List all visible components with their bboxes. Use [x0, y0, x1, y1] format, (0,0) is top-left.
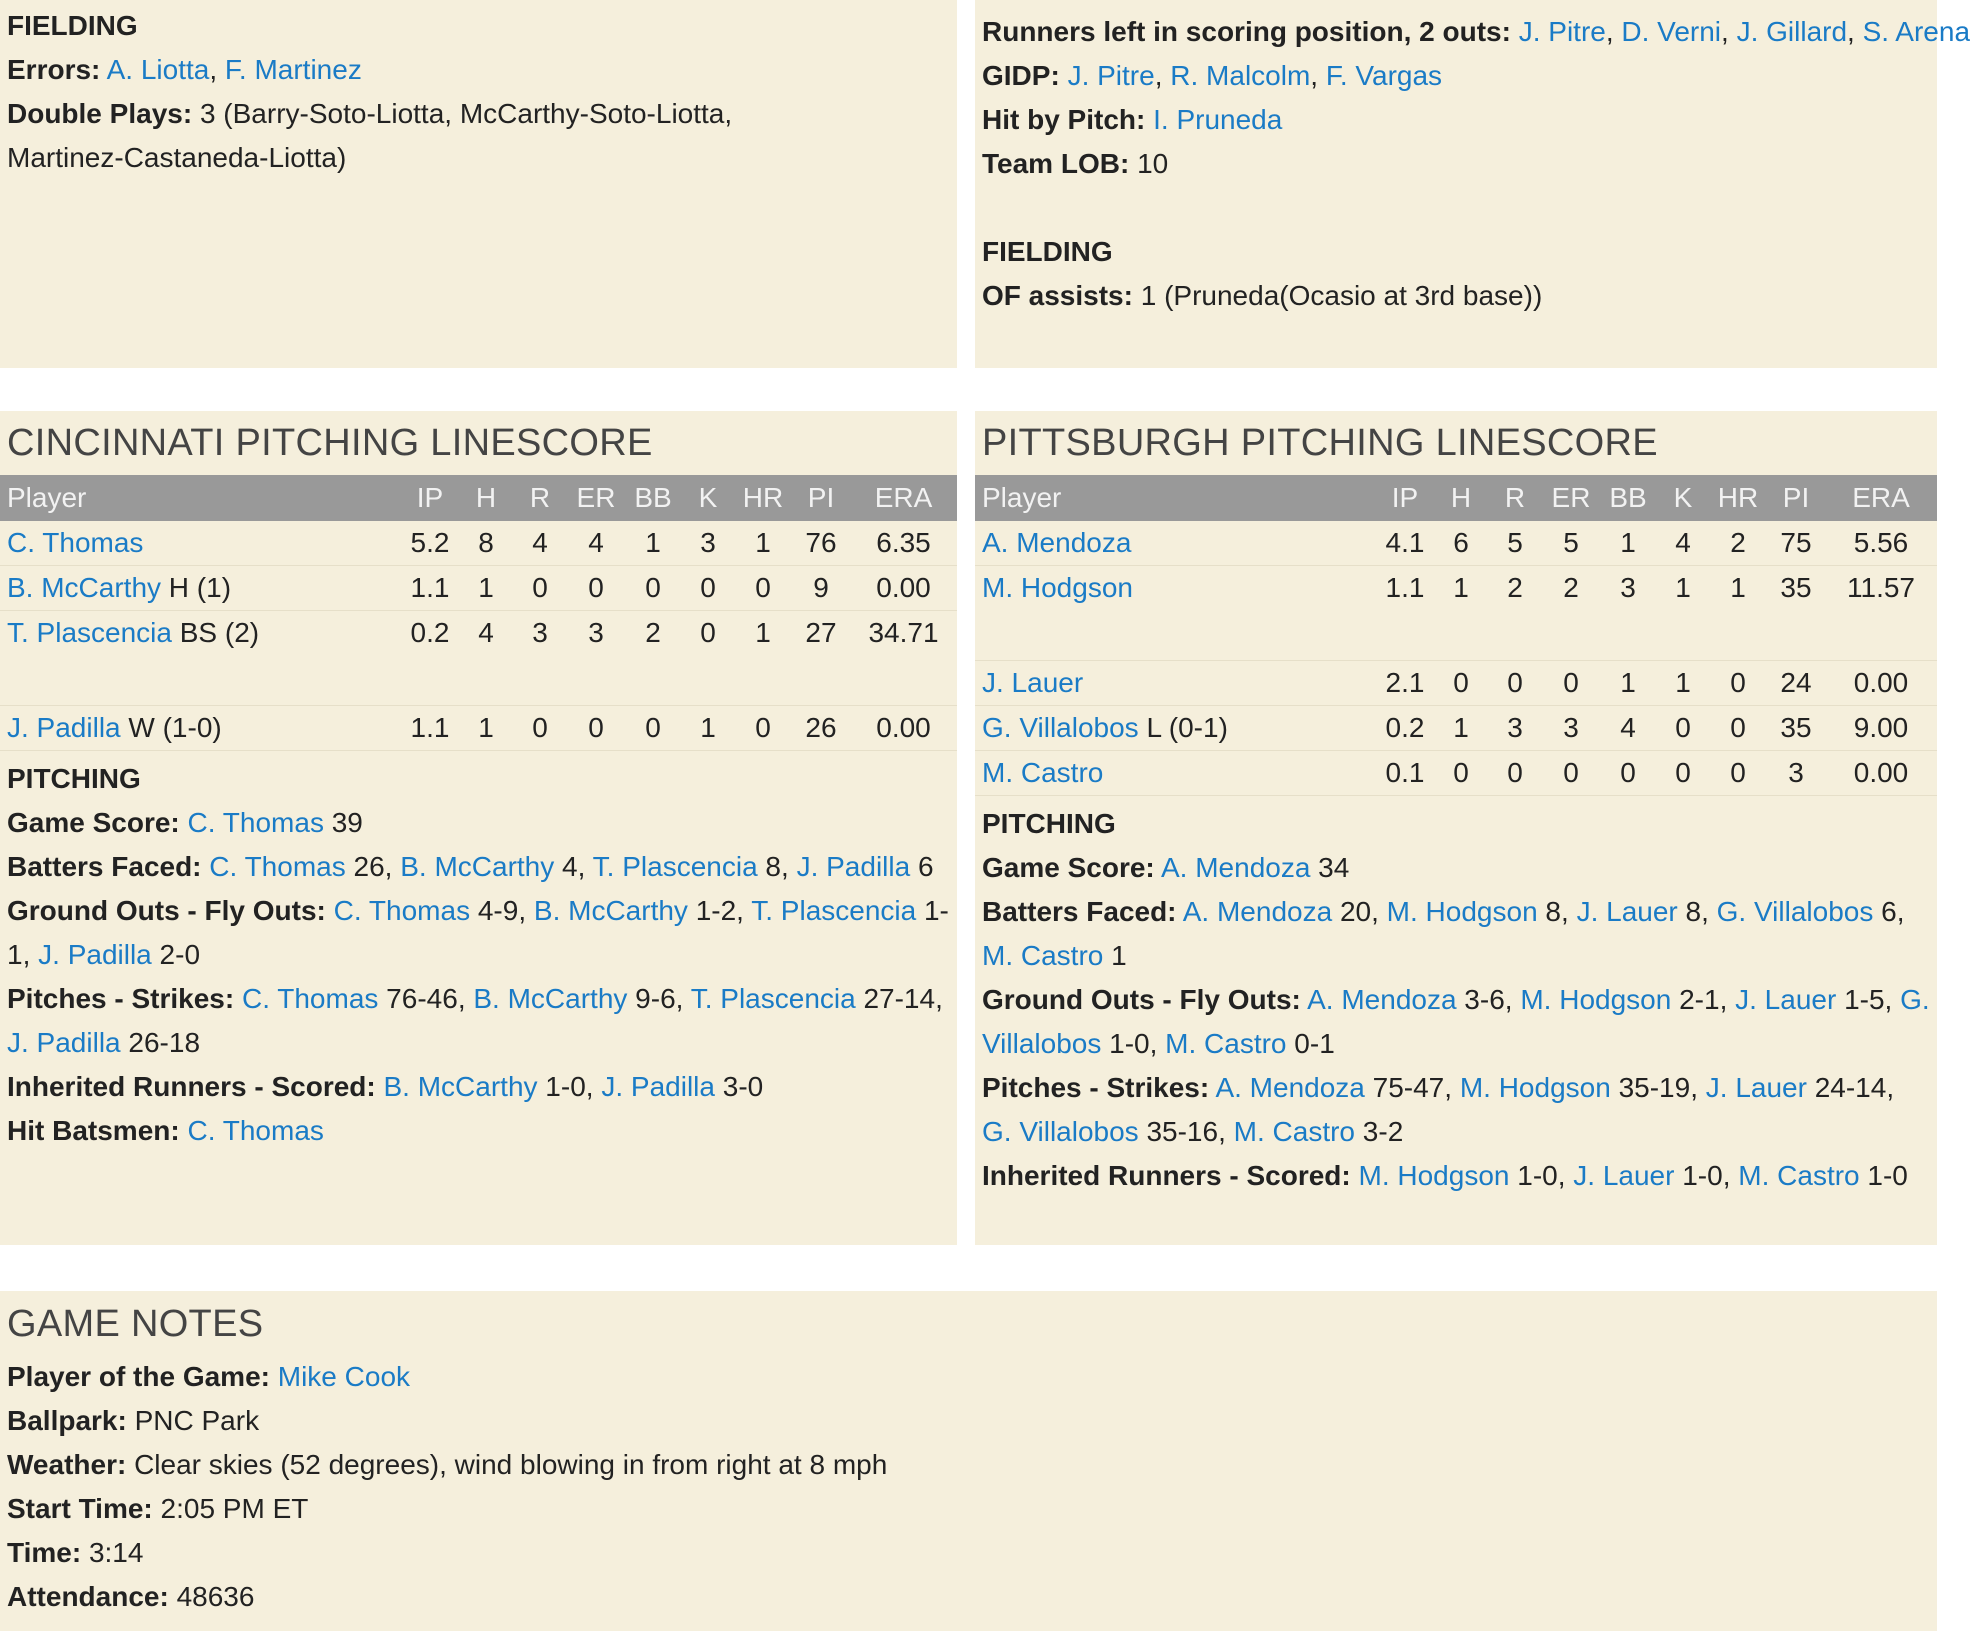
- player-link[interactable]: J. Padilla: [7, 712, 121, 743]
- stat-cell: 26: [792, 706, 850, 751]
- stat-cell: 0: [1487, 751, 1543, 796]
- stat-cell: 8: [460, 521, 512, 566]
- stat-value: 4-9: [470, 895, 519, 926]
- stat-cell: 2: [1543, 566, 1599, 661]
- player-link[interactable]: G. Villalobos: [982, 1116, 1139, 1147]
- decision-note: L (0-1): [1138, 712, 1228, 743]
- gidp-line: GIDP: J. Pitre, R. Malcolm, F. Vargas: [982, 60, 1443, 91]
- stat-cell: 1: [734, 611, 792, 706]
- player-link[interactable]: T. Plascencia: [751, 895, 917, 926]
- stat-cell: 0: [1599, 751, 1657, 796]
- inherited-runners-line: Inherited Runners - Scored: M. Hodgson 1-0, J. Lauer 1-0, M. Castro 1-0: [982, 1160, 1908, 1191]
- player-link[interactable]: M. Castro: [1165, 1028, 1287, 1059]
- col-header[interactable]: HR: [1709, 475, 1767, 521]
- stat-cell: 35: [1767, 706, 1825, 751]
- player-link[interactable]: M. Castro: [1738, 1160, 1860, 1191]
- player-link[interactable]: A. Mendoza: [1215, 1072, 1365, 1103]
- pit-pitching-heading: PITCHING: [982, 808, 1116, 839]
- stat-cell: 0: [1435, 751, 1487, 796]
- player-link[interactable]: C. Thomas: [187, 807, 324, 838]
- stat-value: 8: [1537, 896, 1561, 927]
- ballpark-value: PNC Park: [126, 1405, 260, 1436]
- table-row: [0, 611, 957, 706]
- player-link[interactable]: M. Hodgson: [982, 572, 1133, 603]
- rlsp-label: Runners left in scoring position, 2 outs:: [982, 16, 1511, 47]
- of-assists-value: 1 (Pruneda(Ocasio at 3rd base)): [1140, 280, 1543, 311]
- stat-cell: 75: [1767, 521, 1825, 566]
- stat-cell: 0.2: [400, 611, 460, 706]
- player-cell: [975, 566, 1375, 661]
- stat-value: 1: [1103, 940, 1127, 971]
- stat-cell: 3: [1543, 706, 1599, 751]
- col-header[interactable]: K: [682, 475, 734, 521]
- table-header-row: [0, 475, 957, 521]
- attendance-label: Attendance:: [7, 1581, 169, 1612]
- double-plays-label: Double Plays:: [7, 98, 193, 129]
- ground-fly-label: Ground Outs - Fly Outs:: [982, 984, 1301, 1015]
- player-link[interactable]: J. Gillard: [1736, 16, 1848, 47]
- player-link[interactable]: J. Lauer: [982, 667, 1084, 698]
- player-link[interactable]: J. Lauer: [1573, 1160, 1675, 1191]
- stat-cell: 5.56: [1825, 521, 1937, 566]
- player-of-game-label: Player of the Game:: [7, 1361, 270, 1392]
- stat-cell: 0.2: [1375, 706, 1435, 751]
- inherited-runners-label: Inherited Runners - Scored:: [7, 1071, 376, 1102]
- stat-cell: 4: [568, 521, 624, 566]
- pit-pitching-table: [975, 475, 1937, 796]
- stat-value: 8: [757, 851, 781, 882]
- stat-cell: 0: [568, 566, 624, 611]
- cin-double-plays-line: [0, 92, 957, 136]
- player-link[interactable]: I. Pruneda: [1153, 104, 1283, 135]
- player-link[interactable]: R. Malcolm: [1170, 60, 1311, 91]
- stat-cell: 4: [512, 521, 568, 566]
- table-row: [0, 566, 957, 611]
- stat-cell: 6: [1435, 521, 1487, 566]
- stat-value: 1-0: [1674, 1160, 1723, 1191]
- player-link[interactable]: C. Thomas: [333, 895, 471, 926]
- player-of-game-line: [0, 1355, 1937, 1399]
- stat-cell: 1: [1599, 661, 1657, 706]
- player-cell: [975, 521, 1375, 566]
- col-header[interactable]: R: [1487, 475, 1543, 521]
- stat-cell: 2.1: [1375, 661, 1435, 706]
- pit-pitching-panel: [975, 411, 1937, 1245]
- stat-cell: 2: [624, 611, 682, 706]
- stat-cell: 1: [1599, 521, 1657, 566]
- stat-value: 4: [554, 851, 578, 882]
- stat-value: 1-0: [1101, 1028, 1150, 1059]
- start-time-value: 2:05 PM ET: [152, 1493, 309, 1524]
- stat-cell: 0: [1709, 706, 1767, 751]
- attendance-line: [0, 1575, 1937, 1619]
- player-link[interactable]: J. Pitre: [1067, 60, 1155, 91]
- decision-note: BS (2): [171, 617, 260, 648]
- stat-value: 76-46: [378, 983, 458, 1014]
- stat-cell: 5.2: [400, 521, 460, 566]
- player-cell: [0, 521, 400, 566]
- col-header[interactable]: ER: [1543, 475, 1599, 521]
- stat-value: 26-18: [120, 1027, 201, 1058]
- game-score-label: Game Score:: [982, 852, 1155, 883]
- weather-label: Weather:: [7, 1449, 127, 1480]
- game-score-value: 34: [1310, 852, 1350, 883]
- stat-value: 3-6: [1456, 984, 1505, 1015]
- player-link[interactable]: F. Martinez: [224, 54, 362, 85]
- stat-cell: 0: [1435, 661, 1487, 706]
- player-link[interactable]: M. Hodgson: [1520, 984, 1672, 1015]
- player-link[interactable]: B. McCarthy: [533, 895, 688, 926]
- attendance-value: 48636: [168, 1581, 255, 1612]
- stat-cell: 1.1: [400, 566, 460, 611]
- ground-fly-label: Ground Outs - Fly Outs:: [7, 895, 326, 926]
- stat-cell: 3: [1599, 566, 1657, 661]
- lob-value: 10: [1137, 148, 1169, 179]
- cin-pitching-title: CINCINNATI PITCHING LINESCORE: [7, 422, 653, 464]
- stat-cell: 0: [1543, 751, 1599, 796]
- start-time-label: Start Time:: [7, 1493, 153, 1524]
- pit-fielding-heading: FIELDING: [982, 236, 1113, 267]
- player-link[interactable]: B. McCarthy: [383, 1071, 538, 1102]
- player-link[interactable]: T. Plascencia: [592, 851, 758, 882]
- stat-value: 0-1: [1286, 1028, 1335, 1059]
- stat-value: 1-5: [1836, 984, 1885, 1015]
- player-link[interactable]: C. Thomas: [241, 983, 379, 1014]
- cin-double-plays-line-2: [0, 136, 957, 180]
- stat-cell: 3: [1487, 706, 1543, 751]
- col-header[interactable]: IP: [400, 475, 460, 521]
- ballpark-label: Ballpark:: [7, 1405, 127, 1436]
- stat-cell: 0: [512, 706, 568, 751]
- player-link[interactable]: A. Mendoza: [982, 527, 1132, 558]
- cin-pitching-heading: PITCHING: [7, 763, 141, 794]
- game-time-value: 3:14: [81, 1537, 144, 1568]
- stat-value: 20: [1332, 896, 1372, 927]
- decision-note: W (1-0): [120, 712, 222, 743]
- player-link[interactable]: A. Liotta: [106, 54, 210, 85]
- col-header[interactable]: Player: [0, 475, 400, 521]
- stat-cell: 1: [624, 521, 682, 566]
- col-header[interactable]: IP: [1375, 475, 1435, 521]
- cin-errors-line: Errors: A. Liotta, F. Martinez: [7, 54, 362, 85]
- stat-cell: 0: [624, 706, 682, 751]
- cin-pitching-panel: [0, 411, 957, 1245]
- stat-value: 1-2: [687, 895, 737, 926]
- player-link[interactable]: B. McCarthy: [473, 983, 628, 1014]
- stat-cell: 3: [682, 521, 734, 566]
- game-score-line: [0, 801, 957, 845]
- cin-fielding-panel: [0, 0, 957, 368]
- inherited-runners-line: Inherited Runners - Scored: B. McCarthy 1-0, J. Padilla 3-0: [7, 1071, 764, 1102]
- gidp-label: GIDP:: [982, 60, 1060, 91]
- player-link[interactable]: T. Plascencia: [690, 983, 856, 1014]
- ballpark-line: [0, 1399, 1937, 1443]
- stat-value: 1-1: [7, 895, 949, 970]
- player-link[interactable]: Mike Cook: [277, 1361, 411, 1392]
- stat-value: 1-0: [1509, 1160, 1558, 1191]
- of-assists-line: [975, 274, 1937, 318]
- stat-cell: 5: [1543, 521, 1599, 566]
- col-header[interactable]: ERA: [1825, 475, 1937, 521]
- col-header[interactable]: ERA: [850, 475, 957, 521]
- stat-value: 1-0: [537, 1071, 586, 1102]
- stat-cell: 9: [792, 566, 850, 611]
- col-header[interactable]: Player: [975, 475, 1375, 521]
- stat-value: 75-47: [1364, 1072, 1445, 1103]
- stat-cell: 11.57: [1825, 566, 1937, 661]
- ground-fly-line: Ground Outs - Fly Outs: C. Thomas 4-9, B. McCarthy 1-2, T. Plascencia 1-1, J. Padilla 2-0: [7, 895, 949, 970]
- batters-faced-label: Batters Faced:: [7, 851, 202, 882]
- player-cell: [0, 566, 400, 611]
- stat-cell: 0.00: [1825, 661, 1937, 706]
- stat-cell: 0.00: [850, 706, 957, 751]
- table-row: [975, 566, 1937, 661]
- player-link[interactable]: M. Castro: [982, 940, 1104, 971]
- player-cell: [975, 706, 1375, 751]
- player-link[interactable]: M. Hodgson: [1459, 1072, 1611, 1103]
- game-score-line: [975, 846, 1937, 890]
- pit-batting-notes-panel: [975, 0, 1970, 368]
- batters-faced-label: Batters Faced:: [982, 896, 1177, 927]
- stat-cell: 0: [1709, 661, 1767, 706]
- stat-cell: 1: [1657, 566, 1709, 661]
- stat-cell: 27: [792, 611, 850, 706]
- stat-cell: 3: [512, 611, 568, 706]
- game-score-label: Game Score:: [7, 807, 180, 838]
- player-link[interactable]: J. Lauer: [1735, 984, 1837, 1015]
- col-header[interactable]: BB: [624, 475, 682, 521]
- decision-note: H (1): [161, 572, 232, 603]
- player-cell: [0, 611, 400, 706]
- col-header[interactable]: H: [1435, 475, 1487, 521]
- stat-cell: 1: [460, 706, 512, 751]
- stat-cell: 3: [568, 611, 624, 706]
- game-time-line: [0, 1531, 1937, 1575]
- player-cell: [0, 706, 400, 751]
- start-time-line: [0, 1487, 1937, 1531]
- hit-batsmen-label: Hit Batsmen:: [7, 1115, 180, 1146]
- stat-cell: 9.00: [1825, 706, 1937, 751]
- stat-cell: 1: [734, 521, 792, 566]
- player-link[interactable]: A. Mendoza: [1307, 984, 1457, 1015]
- game-score-value: 39: [323, 807, 363, 838]
- player-link[interactable]: B. McCarthy: [7, 572, 162, 603]
- stat-cell: 1.1: [400, 706, 460, 751]
- player-link[interactable]: T. Plascencia: [7, 617, 172, 648]
- col-header[interactable]: H: [460, 475, 512, 521]
- player-link[interactable]: G. Villalobos: [982, 984, 1930, 1059]
- col-header[interactable]: R: [512, 475, 568, 521]
- game-time-label: Time:: [7, 1537, 82, 1568]
- inherited-runners-label: Inherited Runners - Scored:: [982, 1160, 1351, 1191]
- stat-cell: 1.1: [1375, 566, 1435, 661]
- stat-cell: 1: [1435, 706, 1487, 751]
- stat-cell: 35: [1767, 566, 1825, 661]
- player-link[interactable]: A. Mendoza: [1160, 852, 1311, 883]
- player-link[interactable]: S. Arena: [1862, 16, 1970, 47]
- stat-cell: 0: [1657, 751, 1709, 796]
- stat-cell: 0.1: [1375, 751, 1435, 796]
- lob-line: [975, 142, 1937, 186]
- table-header-row: [975, 475, 1937, 521]
- weather-value: Clear skies (52 degrees), wind blowing in from right at 8 mph: [126, 1449, 888, 1480]
- pitches-strikes-label: Pitches - Strikes:: [982, 1072, 1210, 1103]
- stat-value: 3-0: [714, 1071, 764, 1102]
- col-header[interactable]: HR: [734, 475, 792, 521]
- stat-cell: 4: [1599, 706, 1657, 751]
- table-row: [975, 661, 1937, 706]
- pitches-strikes-line: Pitches - Strikes: C. Thomas 76-46, B. McCarthy 9-6, T. Plascencia 27-14, J. Padilla 26-18: [7, 983, 943, 1058]
- stat-value: 8: [1677, 896, 1702, 927]
- player-link[interactable]: C. Thomas: [187, 1115, 324, 1146]
- player-link[interactable]: A. Mendoza: [1182, 896, 1333, 927]
- player-link[interactable]: J. Lauer: [1705, 1072, 1807, 1103]
- stat-cell: 0.00: [1825, 751, 1937, 796]
- table-row: [0, 706, 957, 751]
- stat-cell: 0: [1487, 661, 1543, 706]
- stat-cell: 24: [1767, 661, 1825, 706]
- stat-value: 9-6: [627, 983, 676, 1014]
- stat-value: 27-14: [855, 983, 936, 1014]
- batters-faced-line: Batters Faced: A. Mendoza 20, M. Hodgson 8, J. Lauer 8, G. Villalobos 6, M. Castro 1: [982, 896, 1905, 971]
- player-link[interactable]: J. Pitre: [1518, 16, 1606, 47]
- stat-cell: 0: [682, 566, 734, 611]
- errors-label: Errors:: [7, 54, 101, 85]
- stat-value: 2-1: [1671, 984, 1720, 1015]
- stat-cell: 1: [682, 706, 734, 751]
- stat-cell: 6.35: [850, 521, 957, 566]
- game-notes-title: GAME NOTES: [7, 1303, 264, 1345]
- stat-cell: 76: [792, 521, 850, 566]
- table-row: [975, 706, 1937, 751]
- stat-cell: 3: [1767, 751, 1825, 796]
- player-link[interactable]: G. Villalobos: [982, 712, 1139, 743]
- stat-value: 2-0: [151, 939, 201, 970]
- player-link[interactable]: J. Padilla: [601, 1071, 715, 1102]
- player-cell: [975, 661, 1375, 706]
- of-assists-label: OF assists:: [982, 280, 1133, 311]
- stat-cell: 4.1: [1375, 521, 1435, 566]
- rlsp-line: Runners left in scoring position, 2 outs: J. Pitre, D. Verni, J. Gillard, S. Arena: [982, 16, 1970, 47]
- stat-cell: 2: [1709, 521, 1767, 566]
- col-header[interactable]: ER: [568, 475, 624, 521]
- stat-value: 3-2: [1355, 1116, 1404, 1147]
- stat-cell: 0: [1709, 751, 1767, 796]
- player-link[interactable]: J. Padilla: [38, 939, 152, 970]
- stat-value: 24-14: [1806, 1072, 1887, 1103]
- hit-batsmen-line: [0, 1109, 957, 1153]
- weather-line: [0, 1443, 1937, 1487]
- stat-cell: 1: [460, 566, 512, 611]
- player-link[interactable]: G. Villalobos: [1716, 896, 1874, 927]
- stat-cell: 0: [734, 706, 792, 751]
- lob-label: Team LOB:: [982, 148, 1130, 179]
- stat-cell: 1: [1709, 566, 1767, 661]
- stat-cell: 5: [1487, 521, 1543, 566]
- stat-cell: 0: [568, 706, 624, 751]
- col-header[interactable]: K: [1657, 475, 1709, 521]
- player-link[interactable]: B. McCarthy: [400, 851, 555, 882]
- pit-pitching-title: PITTSBURGH PITCHING LINESCORE: [982, 422, 1658, 464]
- stat-cell: 1: [1657, 661, 1709, 706]
- player-link[interactable]: D. Verni: [1621, 16, 1722, 47]
- player-link[interactable]: C. Thomas: [7, 527, 144, 558]
- stat-value: 35-16: [1138, 1116, 1219, 1147]
- stat-value: 35-19: [1610, 1072, 1691, 1103]
- cin-pitching-table: [0, 475, 957, 751]
- stat-value: 6: [1873, 896, 1897, 927]
- ground-fly-line: Ground Outs - Fly Outs: A. Mendoza 3-6, M. Hodgson 2-1, J. Lauer 1-5, G. Villalobos 1-0, M. Castro 0-1: [982, 984, 1930, 1059]
- hbp-label: Hit by Pitch:: [982, 104, 1146, 135]
- stat-cell: 0: [1543, 661, 1599, 706]
- stat-value: 1-0: [1859, 1160, 1908, 1191]
- stat-value: 26: [345, 851, 385, 882]
- table-row: [975, 521, 1937, 566]
- pitches-strikes-label: Pitches - Strikes:: [7, 983, 235, 1014]
- stat-cell: 0.00: [850, 566, 957, 611]
- stat-cell: 0: [1657, 706, 1709, 751]
- stat-cell: 0: [682, 611, 734, 706]
- player-cell: [975, 751, 1375, 796]
- col-header[interactable]: PI: [1767, 475, 1825, 521]
- hbp-line: [975, 98, 1937, 142]
- player-link[interactable]: M. Hodgson: [1358, 1160, 1510, 1191]
- stat-cell: 1: [1435, 566, 1487, 661]
- player-link[interactable]: J. Padilla: [7, 1027, 121, 1058]
- table-row: [975, 751, 1937, 796]
- player-link[interactable]: C. Thomas: [209, 851, 346, 882]
- player-link[interactable]: M. Hodgson: [1386, 896, 1538, 927]
- table-row: [0, 521, 957, 566]
- player-link[interactable]: M. Castro: [1233, 1116, 1356, 1147]
- player-link[interactable]: J. Padilla: [796, 851, 911, 882]
- double-plays-text-2: Martinez-Castaneda-Liotta): [7, 142, 347, 173]
- player-link[interactable]: F. Vargas: [1325, 60, 1443, 91]
- stat-value: 6: [910, 851, 934, 882]
- stat-cell: 0: [734, 566, 792, 611]
- double-plays-text: 3 (Barry-Soto-Liotta, McCarthy-Soto-Liotta,: [199, 98, 733, 129]
- player-link[interactable]: M. Castro: [982, 757, 1104, 788]
- player-link[interactable]: J. Lauer: [1576, 896, 1678, 927]
- stat-cell: 4: [460, 611, 512, 706]
- col-header[interactable]: BB: [1599, 475, 1657, 521]
- game-notes-panel: [0, 1291, 1937, 1631]
- batters-faced-line: Batters Faced: C. Thomas 26, B. McCarthy 4, T. Plascencia 8, J. Padilla 6: [7, 851, 934, 882]
- stat-cell: 0: [624, 566, 682, 611]
- stat-cell: 4: [1657, 521, 1709, 566]
- stat-cell: 0: [512, 566, 568, 611]
- cin-fielding-heading: FIELDING: [7, 10, 138, 41]
- stat-cell: 34.71: [850, 611, 957, 706]
- pitches-strikes-line: Pitches - Strikes: A. Mendoza 75-47, M. Hodgson 35-19, J. Lauer 24-14, G. Villalobos 35-16, M. Castro 3-2: [982, 1072, 1895, 1147]
- stat-cell: 2: [1487, 566, 1543, 661]
- col-header[interactable]: PI: [792, 475, 850, 521]
